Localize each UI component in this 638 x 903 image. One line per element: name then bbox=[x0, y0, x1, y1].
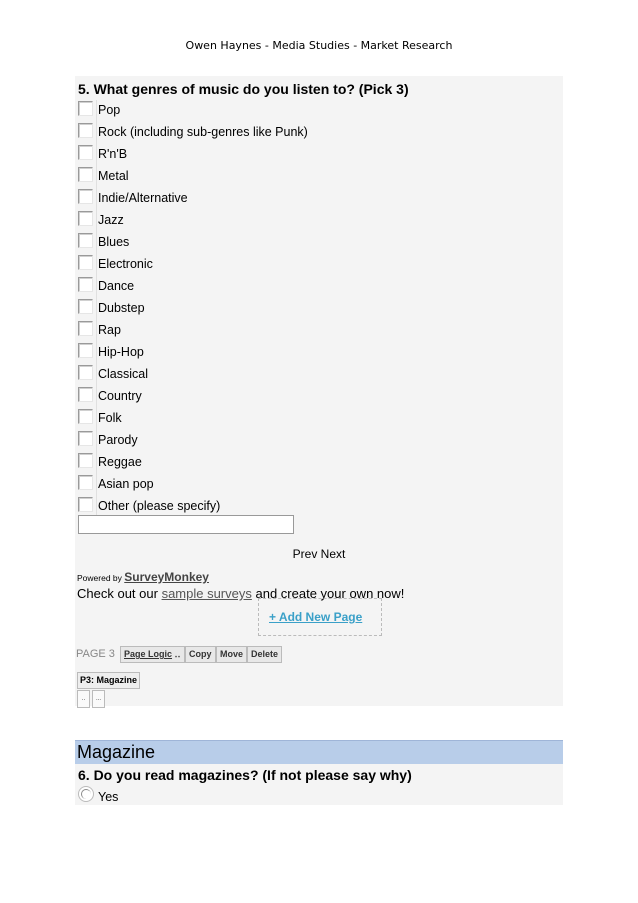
option-row bbox=[75, 474, 563, 496]
option-divider bbox=[96, 452, 97, 474]
option-checkbox[interactable] bbox=[78, 431, 93, 446]
surveymonkey-link[interactable]: SurveyMonkey bbox=[124, 570, 209, 584]
option-checkbox[interactable] bbox=[78, 387, 93, 402]
option-divider bbox=[96, 144, 97, 166]
option-checkbox[interactable] bbox=[78, 343, 93, 358]
option-divider bbox=[96, 298, 97, 320]
option-row bbox=[75, 166, 563, 188]
option-checkbox[interactable] bbox=[78, 497, 93, 512]
option-divider bbox=[96, 276, 97, 298]
checkout-pre: Check out our bbox=[77, 586, 158, 601]
mini-button-2[interactable]: ... bbox=[92, 690, 105, 708]
prev-next-links[interactable]: Prev Next bbox=[292, 547, 346, 561]
section-header bbox=[75, 740, 563, 764]
option-divider bbox=[96, 254, 97, 276]
add-new-page-button[interactable] bbox=[258, 598, 382, 636]
option-divider bbox=[96, 122, 97, 144]
option-divider bbox=[96, 342, 97, 364]
option-checkbox[interactable] bbox=[78, 409, 93, 424]
option-checkbox[interactable] bbox=[78, 453, 93, 468]
option-label: R'n'B bbox=[98, 147, 128, 161]
option-label: Jazz bbox=[98, 213, 124, 227]
option-label: Dubstep bbox=[98, 301, 145, 315]
radio-yes[interactable] bbox=[78, 786, 94, 802]
question-5-panel bbox=[75, 76, 563, 706]
option-label: Dance bbox=[98, 279, 135, 293]
page-logic-button[interactable]: Page Logic ‥ bbox=[120, 646, 185, 663]
option-divider bbox=[96, 232, 97, 254]
delete-button[interactable]: Delete bbox=[247, 646, 282, 663]
option-label: Classical bbox=[98, 367, 149, 381]
other-specify-input[interactable] bbox=[78, 515, 294, 534]
option-row bbox=[75, 276, 563, 298]
option-divider bbox=[96, 364, 97, 386]
mini-button-1[interactable]: .. bbox=[77, 690, 90, 708]
option-row bbox=[75, 188, 563, 210]
sample-surveys-link[interactable]: sample surveys bbox=[161, 586, 252, 601]
option-checkbox[interactable] bbox=[78, 255, 93, 270]
move-button[interactable]: Move bbox=[216, 646, 247, 663]
option-row bbox=[75, 298, 563, 320]
page-label: PAGE 3 bbox=[76, 648, 115, 660]
option-row bbox=[75, 408, 563, 430]
option-checkbox[interactable] bbox=[78, 233, 93, 248]
magazine-section bbox=[75, 740, 563, 805]
option-checkbox[interactable] bbox=[78, 167, 93, 182]
option-label: Blues bbox=[98, 235, 130, 249]
option-row bbox=[75, 320, 563, 342]
option-label: Other (please specify) bbox=[98, 499, 221, 513]
option-checkbox[interactable] bbox=[78, 365, 93, 380]
option-checkbox[interactable] bbox=[78, 321, 93, 336]
option-divider bbox=[96, 408, 97, 430]
option-checkbox[interactable] bbox=[78, 299, 93, 314]
powered-by-text: Powered by bbox=[77, 573, 122, 583]
option-divider bbox=[96, 100, 97, 122]
option-label: Indie/Alternative bbox=[98, 191, 188, 205]
option-checkbox[interactable] bbox=[78, 123, 93, 138]
option-label: Electronic bbox=[98, 257, 153, 271]
option-checkbox[interactable] bbox=[78, 189, 93, 204]
option-label: Parody bbox=[98, 433, 138, 447]
option-yes-label: Yes bbox=[98, 790, 119, 804]
option-divider bbox=[96, 386, 97, 408]
option-checkbox[interactable] bbox=[78, 475, 93, 490]
p3-magazine-tag[interactable]: P3: Magazine bbox=[77, 672, 140, 689]
option-label: Metal bbox=[98, 169, 129, 183]
option-divider bbox=[96, 320, 97, 342]
option-label: Hip-Hop bbox=[98, 345, 144, 359]
option-divider bbox=[96, 166, 97, 188]
option-row bbox=[75, 100, 563, 122]
option-row bbox=[75, 254, 563, 276]
section-title: Magazine bbox=[77, 742, 156, 762]
option-label: Country bbox=[98, 389, 142, 403]
option-label: Folk bbox=[98, 411, 122, 425]
checkout-post: and create your own now! bbox=[255, 586, 405, 601]
page-header: Owen Haynes - Media Studies - Market Research bbox=[185, 39, 453, 52]
option-divider bbox=[96, 210, 97, 232]
option-checkbox[interactable] bbox=[78, 277, 93, 292]
option-row bbox=[75, 122, 563, 144]
copy-button[interactable]: Copy bbox=[185, 646, 216, 663]
option-row bbox=[75, 144, 563, 166]
option-row bbox=[75, 232, 563, 254]
question-6-title: 6. Do you read magazines? (If not please say why) bbox=[78, 767, 412, 783]
option-row bbox=[75, 342, 563, 364]
powered-by bbox=[77, 570, 209, 584]
option-divider bbox=[96, 474, 97, 496]
option-divider bbox=[96, 430, 97, 452]
option-row bbox=[75, 364, 563, 386]
add-new-page-label: + Add New Page bbox=[269, 610, 363, 624]
option-divider bbox=[96, 188, 97, 210]
question-5-title: 5. What genres of music do you listen to? (Pick 3) bbox=[78, 81, 409, 97]
option-row bbox=[75, 386, 563, 408]
option-label: Asian pop bbox=[98, 477, 154, 491]
option-checkbox[interactable] bbox=[78, 211, 93, 226]
option-label: Rock (including sub-genres like Punk) bbox=[98, 125, 308, 139]
option-row bbox=[75, 452, 563, 474]
option-label: Pop bbox=[98, 103, 121, 117]
option-row bbox=[75, 430, 563, 452]
option-row bbox=[75, 210, 563, 232]
option-label: Rap bbox=[98, 323, 121, 337]
option-label: Reggae bbox=[98, 455, 142, 469]
option-checkbox[interactable] bbox=[78, 145, 93, 160]
option-checkbox[interactable] bbox=[78, 101, 93, 116]
